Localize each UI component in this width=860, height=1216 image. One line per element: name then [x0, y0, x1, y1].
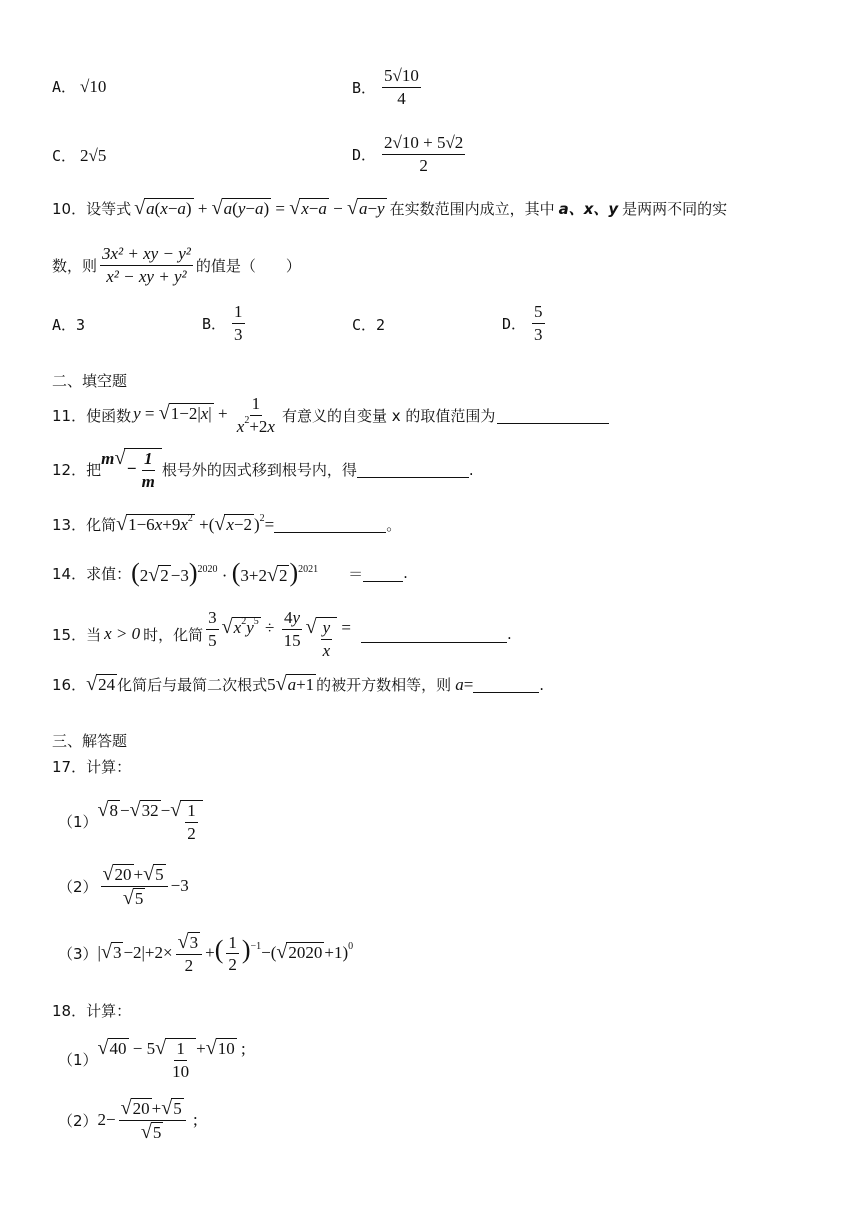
q10-equation: √ a(x−a) + √ a(y−a) = √ x−a − √ a−y — [134, 197, 385, 219]
q9-option-c: C． 2√5 — [52, 145, 107, 165]
q11: 11． 使函数 y = √ 1−2|x| + $\frac{1}{x^2+2x}$ 有意义的自变量 x 的取值范围为 — [52, 394, 609, 436]
q14-answer-blank[interactable] — [363, 565, 403, 582]
q9-option-b: B． $\frac{5√10}{4}$ — [352, 66, 419, 108]
section-3-heading: 三、解答题 — [52, 732, 128, 750]
q10-line1: 10． 设等式 √ a(x−a) + √ a(y−a) = √ x−a − √ a−y 在实数范围内成立，其中 a、x、y 是两两不同的实 — [52, 197, 728, 219]
q9-option-b-num: 5√10 — [382, 66, 421, 88]
q17-part3: （3） | √ 3 −2|+2× √ 3 2 +( $\frac{1}{2}$ )$^{-1}$−( √ 2020 +1)$^0$ — [58, 931, 354, 976]
q9-option-c-value: 2√5 — [80, 145, 107, 165]
q16-radical: 5 √ a+1 — [267, 673, 315, 695]
q16-sqrt24: √ 24 — [86, 673, 116, 695]
q11-function: y = √ 1−2|x| + $\frac{1}{x^2+2x}$ — [133, 394, 275, 436]
q9-option-a-value: √10 — [80, 76, 107, 96]
q15: 15． 当 x > 0 时，化简 $\frac{3}{5}$ √ $x^2y^5$ ÷ $\frac{4y}{15}$ √ $\frac{y}{x}$ = . — [52, 608, 512, 660]
q9-option-d: D． $\frac{2√10 + 5√2}{2}$ — [352, 133, 464, 175]
q9-option-b-den: 4 — [397, 88, 406, 108]
q10-fraction: $\frac{\text{3x² + xy − y²}}{\text{x² − xy + y²}}$ — [102, 244, 191, 286]
q9-option-a: A． √10 — [52, 76, 107, 96]
q10-number: 10． — [52, 200, 87, 219]
q18-part1: （1） √ 40 − 5 √ $\frac{1}{10}$ + √ 10 ; — [58, 1037, 246, 1081]
q15-answer-blank[interactable] — [361, 626, 507, 643]
q10-option-c: C．2 — [352, 316, 386, 334]
q11-answer-blank[interactable] — [497, 407, 609, 424]
q10-line2: 数，则 $\frac{\text{3x² + xy − y²}}{\text{x² − xy + y²}}$ 的值是（ ） — [52, 244, 301, 286]
q10-option-b: B． $\frac{1}{3}$ — [202, 302, 243, 344]
q10-option-a: A．3 — [52, 316, 86, 334]
q12: 12． 把 m √ − $\frac{1}{m}$ 根号外的因式移到根号内，得 . — [52, 447, 474, 491]
q17-part1: （1） √ 8 − √ 32 − √ $\frac{1}{2}$ — [58, 800, 203, 843]
q18-part2: （2） 2− √ 20 + √ 5 √ 5 ; — [58, 1097, 198, 1144]
q12-answer-blank[interactable] — [357, 461, 469, 478]
q14: 14． 求值： (2 √ 2 −3)$^{2020}$ · (3+2 √ 2 )$^{2021}$ ＝ . — [52, 558, 408, 587]
q13-expression: √ $1-6x+9x^2$ +( √ x−2 )$^2$= — [116, 513, 275, 535]
q10-option-d: D． $\frac{5}{3}$ — [502, 302, 543, 344]
q17-title: 17． 计算： — [52, 758, 132, 776]
q16: 16． √ 24 化简后与最简二次根式 5 √ a+1 的被开方数相等，则 a = . — [52, 673, 545, 695]
q17-part2: （2） √ 20 + √ 5 √ 5 −3 — [58, 863, 189, 910]
q16-answer-blank[interactable] — [473, 676, 539, 693]
section-2-heading: 二、填空题 — [52, 372, 128, 390]
q13: 13． 化简 √ $1-6x+9x^2$ +( √ x−2 )$^2$= 。 — [52, 513, 402, 535]
q15-expression: $\frac{3}{5}$ √ $x^2y^5$ ÷ $\frac{4y}{15}$ √ $\frac{y}{x}$ = — [208, 608, 351, 660]
q14-expression: (2 √ 2 −3)$^{2020}$ · (3+2 √ 2 )$^{2021}$ — [131, 558, 319, 587]
q12-expression: m √ − $\frac{1}{m}$ — [101, 448, 162, 491]
q13-answer-blank[interactable] — [274, 516, 386, 533]
q9-option-d-den: 2 — [419, 155, 428, 175]
q9-option-d-num: 2√10 + 5√2 — [382, 133, 465, 155]
q18-title: 18． 计算： — [52, 1002, 132, 1020]
